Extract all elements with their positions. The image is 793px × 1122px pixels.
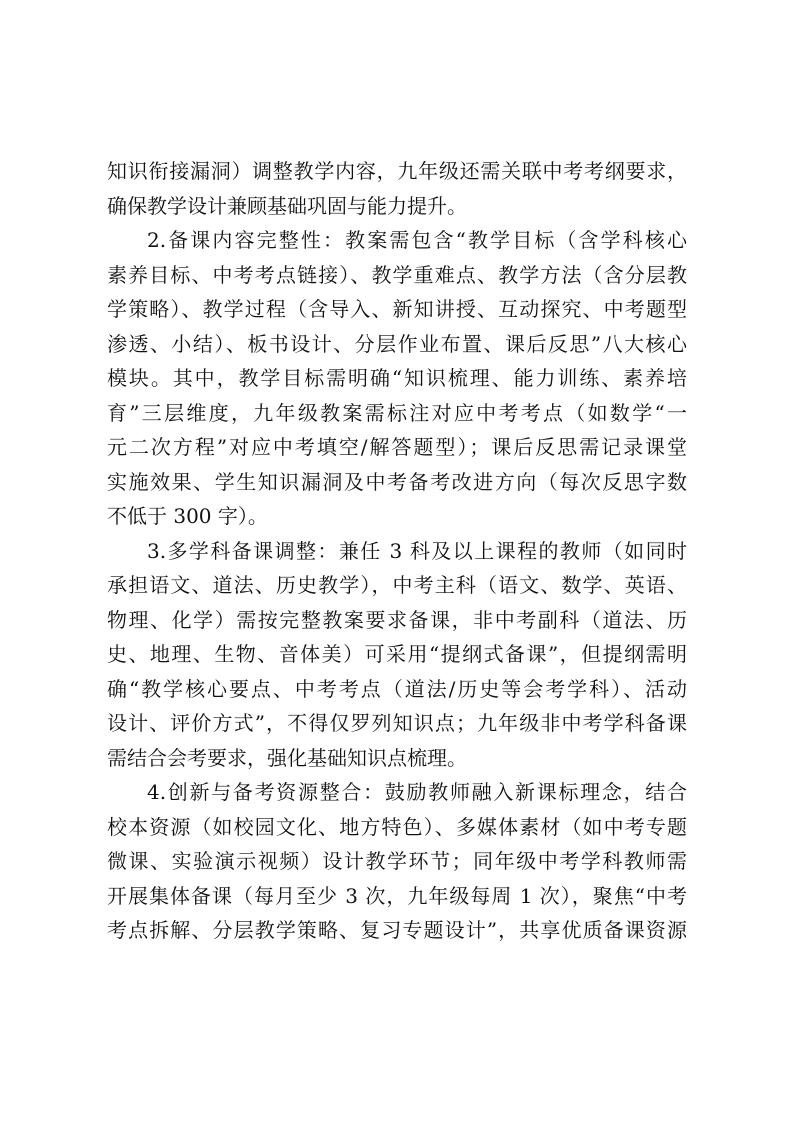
text-line: 实施效果、学生知识漏洞及中考备考改进方向（每次反思字数	[107, 469, 687, 494]
paragraph-innovation-resources	[107, 775, 687, 948]
text-line: 元二次方程”对应中考填空/解答题型）；课后反思需记录课堂	[107, 435, 687, 459]
text-line: 考点拆解、分层教学策略、复习专题设计”，共享优质备课资源	[107, 918, 687, 942]
text-line: 校本资源（如校园文化、地方特色）、多媒体素材（如中考专题	[107, 814, 687, 839]
text-line: 学策略）、教学过程（含导入、新知讲授、互动探究、中考题型	[107, 297, 687, 321]
text-line: 素养目标、中考考点链接）、教学重难点、教学方法（含分层教	[107, 262, 687, 287]
body-text	[107, 154, 687, 948]
text-line: 开展集体备课（每月至少 3 次，九年级每周 1 次），聚焦“中考	[107, 883, 687, 908]
text-line: 育”三层维度，九年级教案需标注对应中考考点（如数学“一	[107, 400, 687, 425]
text-line: 物理、化学）需按完整教案要求备课，非中考副科（道法、历	[107, 607, 687, 632]
text-line: 2.备课内容完整性：教案需包含“教学目标（含学科核心	[147, 228, 687, 252]
text-line: 不低于 300 字）。	[107, 504, 268, 528]
text-line: 确“教学核心要点、中考考点（道法/历史等会考学科）、活动	[107, 676, 687, 701]
text-line: 微课、实验演示视频）设计教学环节；同年级中考学科教师需	[107, 849, 687, 873]
paragraph-continued	[107, 154, 687, 223]
text-line: 需结合会考要求，强化基础知识点梳理。	[107, 745, 467, 770]
paragraph-multi-subject	[107, 534, 687, 776]
text-line: 3.多学科备课调整：兼任 3 科及以上课程的教师（如同时	[147, 538, 687, 563]
paragraph-lesson-completeness	[107, 223, 687, 534]
text-line: 知识衔接漏洞）调整教学内容，九年级还需关联中考考纲要求，	[107, 159, 687, 183]
text-line: 史、地理、生物、音体美）可采用“提纲式备课”，但提纲需明	[107, 642, 687, 666]
text-line: 模块。其中，教学目标需明确“知识梳理、能力训练、素养培	[107, 366, 687, 390]
text-line: 设计、评价方式”，不得仅罗列知识点；九年级非中考学科备课	[107, 711, 687, 735]
text-line: 承担语文、道法、历史教学），中考主科（语文、数学、英语、	[107, 573, 687, 597]
text-line: 4.创新与备考资源整合：鼓励教师融入新课标理念，结合	[147, 780, 687, 804]
text-line: 确保教学设计兼顾基础巩固与能力提升。	[107, 193, 467, 218]
text-line: 渗透、小结）、板书设计、分层作业布置、课后反思”八大核心	[107, 331, 687, 356]
